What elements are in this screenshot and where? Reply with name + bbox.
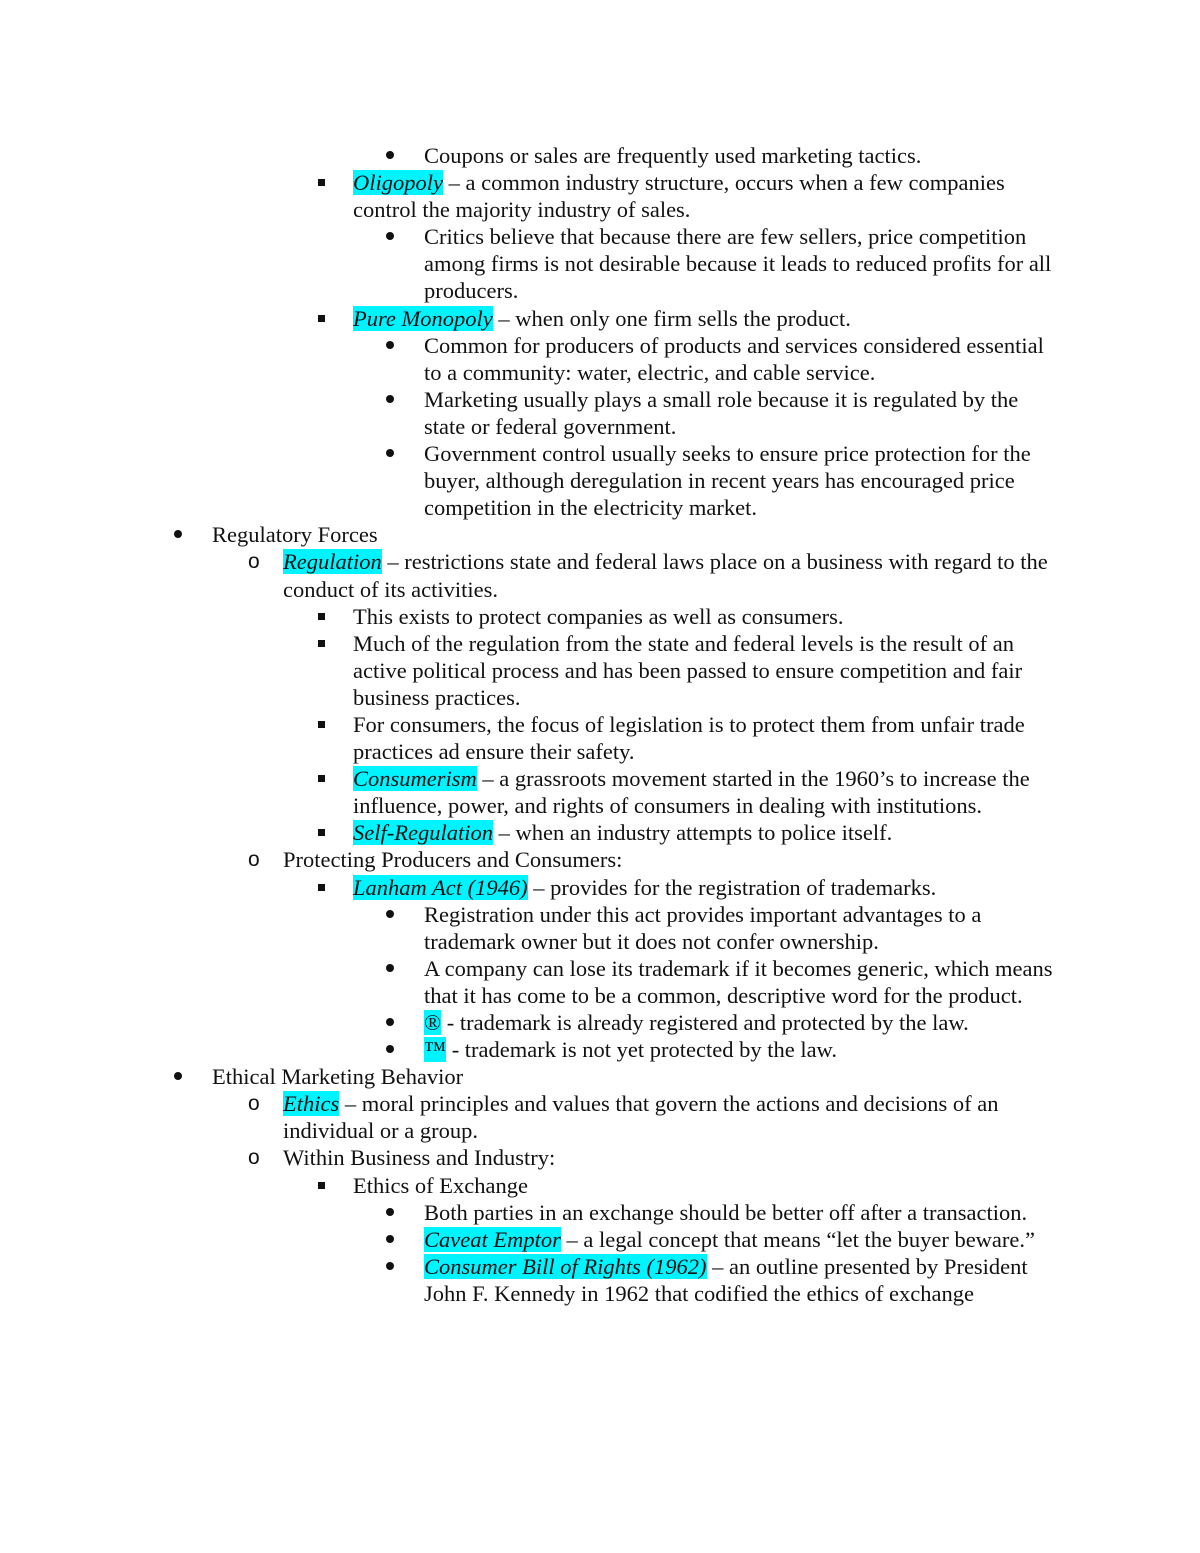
list-bullet-level-2: o xyxy=(248,1146,260,1170)
highlighted-term: Pure Monopoly xyxy=(353,305,493,331)
item-text: A company can lose its trademark if it becomes generic, which means that it has come to be a common, descriptive word for the product. xyxy=(424,955,1053,1008)
list-bullet-level-3 xyxy=(318,775,325,782)
item-text: Regulatory Forces xyxy=(212,522,378,548)
list-item xyxy=(0,901,1200,955)
highlighted-term: Consumerism xyxy=(353,766,477,792)
list-item xyxy=(0,548,1200,602)
list-bullet-level-4 xyxy=(386,910,394,918)
item-text: – a grassroots movement started in the 1960’s to increase the influence, power, and rights of consumers in dealing with institutions. xyxy=(353,766,1030,819)
list-bullet-level-2: o xyxy=(248,848,260,872)
list-item xyxy=(0,846,1200,873)
list-item xyxy=(0,440,1200,521)
list-bullet-level-3 xyxy=(318,829,325,836)
item-text: For consumers, the focus of legislation is to protect them from unfair trade practices ad ensure their safety. xyxy=(353,711,1025,765)
list-bullet-level-4 xyxy=(386,151,394,159)
highlighted-term: Lanham Act (1946) xyxy=(353,874,528,900)
list-item xyxy=(0,1090,1200,1144)
item-text: Government control usually seeks to ensure price protection for the buyer, although deregulation in recent years has encouraged price competition in the electricity market. xyxy=(424,441,1031,521)
list-bullet-level-4 xyxy=(386,449,394,457)
list-item xyxy=(0,1063,1200,1090)
item-text: Marketing usually plays a small role because it is regulated by the state or federal government. xyxy=(424,386,1019,439)
list-bullet-level-4 xyxy=(386,1262,394,1270)
list-bullet-level-4 xyxy=(386,232,394,240)
list-bullet-level-1 xyxy=(174,530,182,538)
highlighted-term: Ethics xyxy=(283,1091,340,1117)
list-bullet-level-1 xyxy=(174,1072,182,1080)
list-bullet-level-4 xyxy=(386,1018,394,1026)
list-bullet-level-4 xyxy=(386,341,394,349)
highlighted-term: Oligopoly xyxy=(353,170,443,196)
list-bullet-level-3 xyxy=(318,884,325,891)
list-item xyxy=(0,521,1200,548)
list-item xyxy=(0,1009,1200,1036)
list-item xyxy=(0,142,1200,169)
item-text: – a common industry structure, occurs when a few companies control the majority industry of sales. xyxy=(353,170,1005,223)
item-text: – moral principles and values that govern the actions and decisions of an individual or a group. xyxy=(283,1091,999,1144)
list-item xyxy=(0,169,1200,223)
list-bullet-level-4 xyxy=(386,1235,394,1243)
list-item xyxy=(0,1253,1200,1307)
list-bullet-level-3 xyxy=(318,315,325,322)
item-text: – restrictions state and federal laws place on a business with regard to the conduct of its activities. xyxy=(283,549,1048,602)
list-item xyxy=(0,874,1200,901)
outline-list xyxy=(0,142,1200,1307)
item-text: Protecting Producers and Consumers: xyxy=(283,847,623,873)
list-item xyxy=(0,332,1200,386)
list-bullet-level-3 xyxy=(318,179,325,186)
highlighted-term: Regulation xyxy=(283,549,382,575)
highlighted-term: Self-Regulation xyxy=(353,820,493,846)
list-item xyxy=(0,711,1200,765)
list-bullet-level-2: o xyxy=(248,550,260,574)
item-text: Registration under this act provides important advantages to a trademark owner but it does not confer ownership. xyxy=(424,901,982,954)
item-text: - trademark is already registered and protected by the law. xyxy=(441,1010,969,1035)
list-item xyxy=(0,603,1200,630)
list-item xyxy=(0,765,1200,819)
list-item xyxy=(0,1226,1200,1253)
item-text: Critics believe that because there are few sellers, price competition among firms is not desirable because it leads to reduced profits for all producers. xyxy=(424,224,1052,304)
item-text: Ethics of Exchange xyxy=(353,1172,528,1198)
item-text: Common for producers of products and services considered essential to a community: water, electric, and cable service. xyxy=(424,332,1044,385)
list-item xyxy=(0,223,1200,304)
list-item xyxy=(0,630,1200,711)
list-bullet-level-3 xyxy=(318,1182,325,1189)
item-text: – when only one firm sells the product. xyxy=(492,305,851,331)
item-text: - trademark is not yet protected by the law. xyxy=(446,1037,837,1063)
list-bullet-level-4 xyxy=(386,395,394,403)
highlighted-term: Consumer Bill of Rights (1962) xyxy=(424,1253,707,1279)
list-item xyxy=(0,1036,1200,1063)
item-text: – provides for the registration of trademarks. xyxy=(527,874,937,900)
list-bullet-level-3 xyxy=(318,721,325,728)
list-bullet-level-4 xyxy=(386,1208,394,1216)
item-text: – an outline presented by President John F. Kennedy in 1962 that codified the ethics of exchange xyxy=(424,1253,1028,1306)
trademark-symbol: ™ xyxy=(424,1037,447,1063)
trademark-symbol: ® xyxy=(424,1010,442,1035)
item-text: Within Business and Industry: xyxy=(283,1145,556,1171)
list-item xyxy=(0,305,1200,332)
list-item xyxy=(0,1199,1200,1226)
item-text: Both parties in an exchange should be better off after a transaction. xyxy=(424,1199,1028,1225)
list-item xyxy=(0,1172,1200,1199)
list-bullet-level-4 xyxy=(386,964,394,972)
list-bullet-level-3 xyxy=(318,640,325,647)
list-bullet-level-2: o xyxy=(248,1092,260,1116)
list-item xyxy=(0,819,1200,846)
list-bullet-level-4 xyxy=(386,1045,394,1053)
item-text: – when an industry attempts to police itself. xyxy=(492,820,893,846)
item-text: Coupons or sales are frequently used marketing tactics. xyxy=(424,143,922,168)
item-text: Much of the regulation from the state and federal levels is the result of an active political process and has been passed to ensure competition and fair business practices. xyxy=(353,630,1023,710)
item-text: – a legal concept that means “let the buyer beware.” xyxy=(560,1226,1036,1252)
highlighted-term: Caveat Emptor xyxy=(424,1226,561,1252)
item-text: This exists to protect companies as well as consumers. xyxy=(353,603,844,629)
list-bullet-level-3 xyxy=(318,613,325,620)
list-item xyxy=(0,386,1200,440)
item-text: Ethical Marketing Behavior xyxy=(212,1064,464,1090)
list-item xyxy=(0,955,1200,1009)
list-item xyxy=(0,1144,1200,1171)
